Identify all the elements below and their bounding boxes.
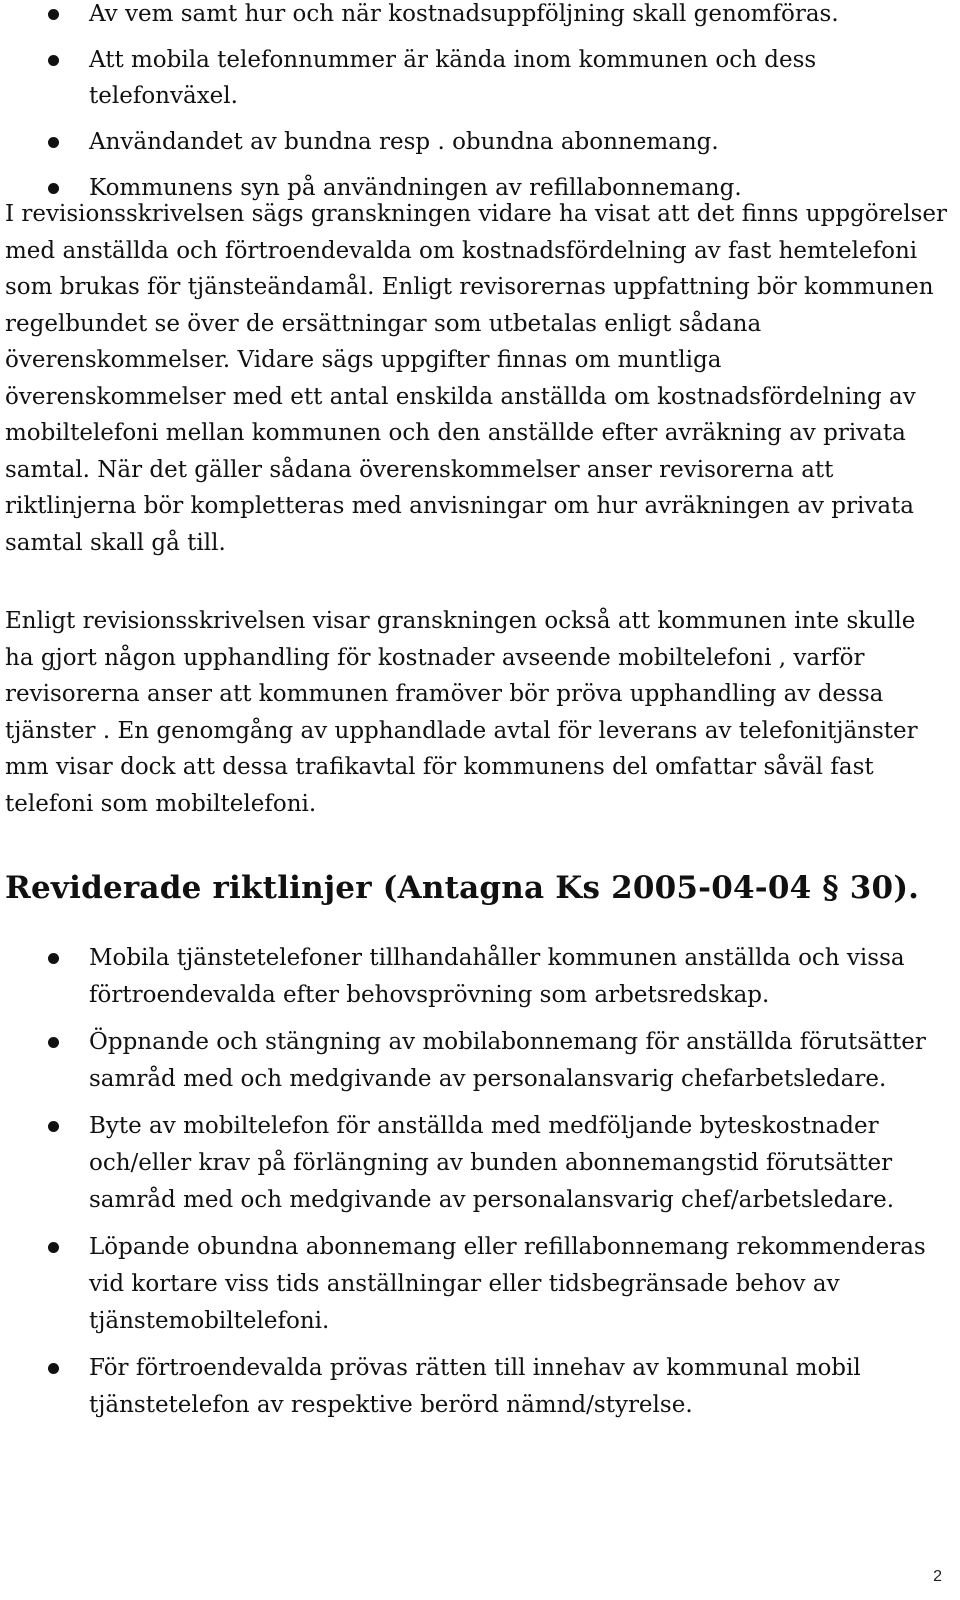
list-item-text: Av vem samt hur och när kostnadsuppföljning skall genomföras. [89, 1, 839, 27]
bullet-icon [48, 183, 59, 194]
list-item-text: För förtroendevalda prövas rätten till innehav av kommunal mobil tjänstetelefon av respektive berörd nämnd/styrelse. [89, 1355, 861, 1418]
list-item [0, 940, 945, 1014]
page-number: 2 [933, 1568, 942, 1585]
top-bullet-list [0, 0, 945, 216]
list-item [0, 1229, 945, 1340]
bullet-icon [48, 137, 59, 148]
bullet-icon [48, 1121, 59, 1132]
bullet-icon [48, 1363, 59, 1374]
list-item-text: Mobila tjänstetelefoner tillhandahåller kommunen anställda och vissa förtroendevalda efter behovsprövning som arbetsredskap. [89, 945, 905, 1008]
bullet-icon [48, 1037, 59, 1048]
list-item-text: Kommunens syn på användningen av refillabonnemang. [89, 175, 742, 201]
list-item-text: Öppnande och stängning av mobilabonnemang för anställda förutsätter samråd med och medgivande av personalansvarig chefarbetsledare. [89, 1029, 926, 1092]
list-item-text: Byte av mobiltelefon för anställda med medföljande byteskostnader och/eller krav på förlängning av bunden abonnemangstid förutsätter samråd med och medgivande av personalansvarig chef/arbetsledare. [89, 1113, 895, 1213]
list-item [0, 0, 945, 32]
section-heading: Reviderade riktlinjer (Antagna Ks 2005-04-04 § 30). [5, 870, 920, 906]
bullet-icon [48, 55, 59, 66]
list-item [0, 1108, 945, 1219]
list-item-text: Löpande obundna abonnemang eller refillabonnemang rekommenderas vid kortare viss tids anställningar eller tidsbegränsade behov av tjänstemobiltelefoni. [89, 1234, 926, 1334]
bullet-icon [48, 1242, 59, 1253]
list-item [0, 124, 945, 160]
body-paragraph: I revisionsskrivelsen sägs granskningen vidare ha visat att det finns uppgörelser med anställda och förtroendevalda om kostnadsfördelning av fast hemtelefoni som brukas för tjänsteändamål. Enligt revisorernas uppfattning bör kommunen regelbundet se över de ersättningar som utbetalas enligt sådana överenskommelser. Vidare sägs uppgifter finnas om muntliga överenskommelser med ett antal enskilda anställda om kostnadsfördelning av mobiltelefoni mellan kommunen och den anställde efter avräkning av privata samtal. När det gäller sådana överenskommelser anser revisorerna att riktlinjerna bör kompletteras med anvisningar om hur avräkningen av privata samtal skall gå till. [5, 201, 947, 556]
list-item [0, 42, 945, 114]
list-item [0, 1350, 945, 1424]
list-item-text: Användandet av bundna resp . obundna abonnemang. [89, 129, 719, 155]
list-item-text: Att mobila telefonnummer är kända inom kommunen och dess telefonväxel. [89, 47, 817, 109]
body-paragraph: Enligt revisionsskrivelsen visar granskningen också att kommunen inte skulle ha gjort någon upphandling för kostnader avseende mobiltelefoni , varför revisorerna anser att kommunen framöver bör pröva upphandling av dessa tjänster . En genomgång av upphandlade avtal för leverans av telefonitjänster mm visar dock att dessa trafikavtal för kommunens del omfattar såväl fast telefoni som mobiltelefoni. [5, 608, 918, 817]
bullet-icon [48, 953, 59, 964]
bullet-icon [48, 9, 59, 20]
guidelines-bullet-list [0, 940, 945, 1434]
list-item [0, 1024, 945, 1098]
